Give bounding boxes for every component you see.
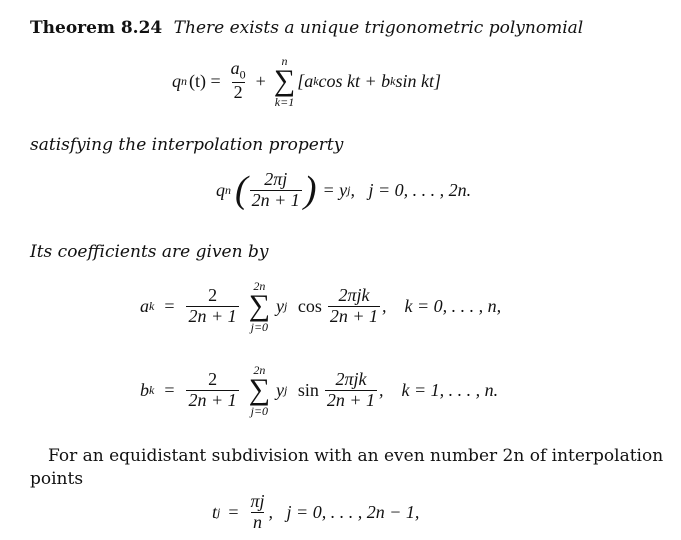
sigma-icon: ∑ [273,64,296,97]
eq3-y: y [276,295,285,316]
sigma-icon: ∑ [248,289,271,322]
eq3-arg-fraction [328,286,380,327]
eq4-sum [249,364,270,417]
theorem-label: Theorem 8.24 [30,18,163,38]
text-equidistant-line1: For an equidistant subdivision with an even number 2n of interpolation [48,446,664,466]
eq3-fraction [186,286,238,327]
eq3-lhs-sub: k [149,298,155,313]
eq1-lhs-sub: n [181,73,187,88]
theorem-statement: There exists a unique trigonometric polynomial [173,18,584,38]
eq1-plus: + [255,70,266,91]
eq1-lhs-arg: (t) = [189,70,221,91]
eq3-arg-num: 2πjk [338,284,370,305]
eq2-lhs-sub: n [225,182,231,197]
eq3-eq: = [164,295,175,316]
eq4-sum-upper: 2n [253,363,266,377]
eq2-lhs: q [216,179,225,200]
eq4-lhs: b [140,379,149,400]
eq3-sum [249,280,270,333]
eq1-body-sub1: k [313,73,319,88]
eq1-frac-num-sub: 0 [239,68,246,83]
eq1-body: [a [297,70,314,91]
theorem-line [30,18,583,38]
eq3-frac-num: 2 [208,284,218,305]
eq3-sum-lower: j=0 [250,319,269,334]
eq4-sum-lower: j=0 [250,403,269,418]
eq2-cond: , j = 0, . . . , 2n. [350,179,472,200]
eq5-frac-den: n [253,511,263,532]
eq2-frac-num: 2πj [264,169,288,189]
left-paren-icon: ( [235,169,248,212]
sigma-icon: ∑ [248,373,271,406]
equation-ak [140,280,501,333]
eq1-sum [274,55,295,108]
equation-bk [140,364,498,417]
eq1-body-mid: cos kt + b [318,70,391,91]
eq4-fraction [186,370,238,411]
eq4-y-sub: j [284,382,288,397]
eq3-fn: cos [293,295,322,316]
eq1-frac-num: a [230,58,240,79]
eq3-y-sub: j [284,298,288,313]
eq5-eq: = [228,501,239,522]
eq4-fn: sin [293,379,319,400]
eq4-arg-fraction [325,370,377,411]
eq1-fraction [229,59,248,103]
text-equidistant-line2: points [30,469,84,489]
equation-tj [212,492,419,533]
eq2-fraction [250,170,302,211]
eq3-lhs: a [140,295,149,316]
eq5-frac-num: πj [250,491,265,511]
eq5-cond: , j = 0, . . . , 2n − 1, [268,501,420,522]
eq4-y: y [276,379,285,400]
eq4-arg-num: 2πjk [335,368,367,389]
right-paren-icon: ) [303,169,317,212]
eq1-body-end: sin kt] [395,70,442,91]
text-satisfying: satisfying the interpolation property [30,135,344,155]
eq4-frac-num: 2 [208,368,218,389]
equation-interpolation [216,170,471,211]
eq2-frac-den: 2n + 1 [251,189,300,210]
eq4-eq: = [164,379,175,400]
eq5-lhs-sub: j [217,504,221,519]
eq3-sum-upper: 2n [253,279,266,293]
eq4-arg-den: 2n + 1 [326,389,376,410]
eq4-lhs-sub: k [149,382,155,397]
eq4-frac-den: 2n + 1 [188,389,237,410]
eq1-sum-lower: k=1 [274,94,295,109]
eq3-cond: , k = 0, . . . , n, [382,295,502,316]
eq1-body-sub2: k [390,73,396,88]
eq5-fraction [249,492,267,533]
eq5-lhs: t [212,501,218,522]
eq1-frac-den: 2 [233,82,243,103]
eq2-rhs-sub: j [347,182,351,197]
text-coefficients: Its coefficients are given by [30,242,269,262]
eq1-lhs: q [172,70,181,91]
eq4-cond: , k = 1, . . . , n. [379,379,499,400]
eq1-sum-upper: n [281,54,288,68]
equation-trig-polynomial [172,55,441,108]
eq2-rhs: = y [322,179,348,200]
eq3-arg-den: 2n + 1 [329,305,379,326]
eq3-frac-den: 2n + 1 [188,305,237,326]
